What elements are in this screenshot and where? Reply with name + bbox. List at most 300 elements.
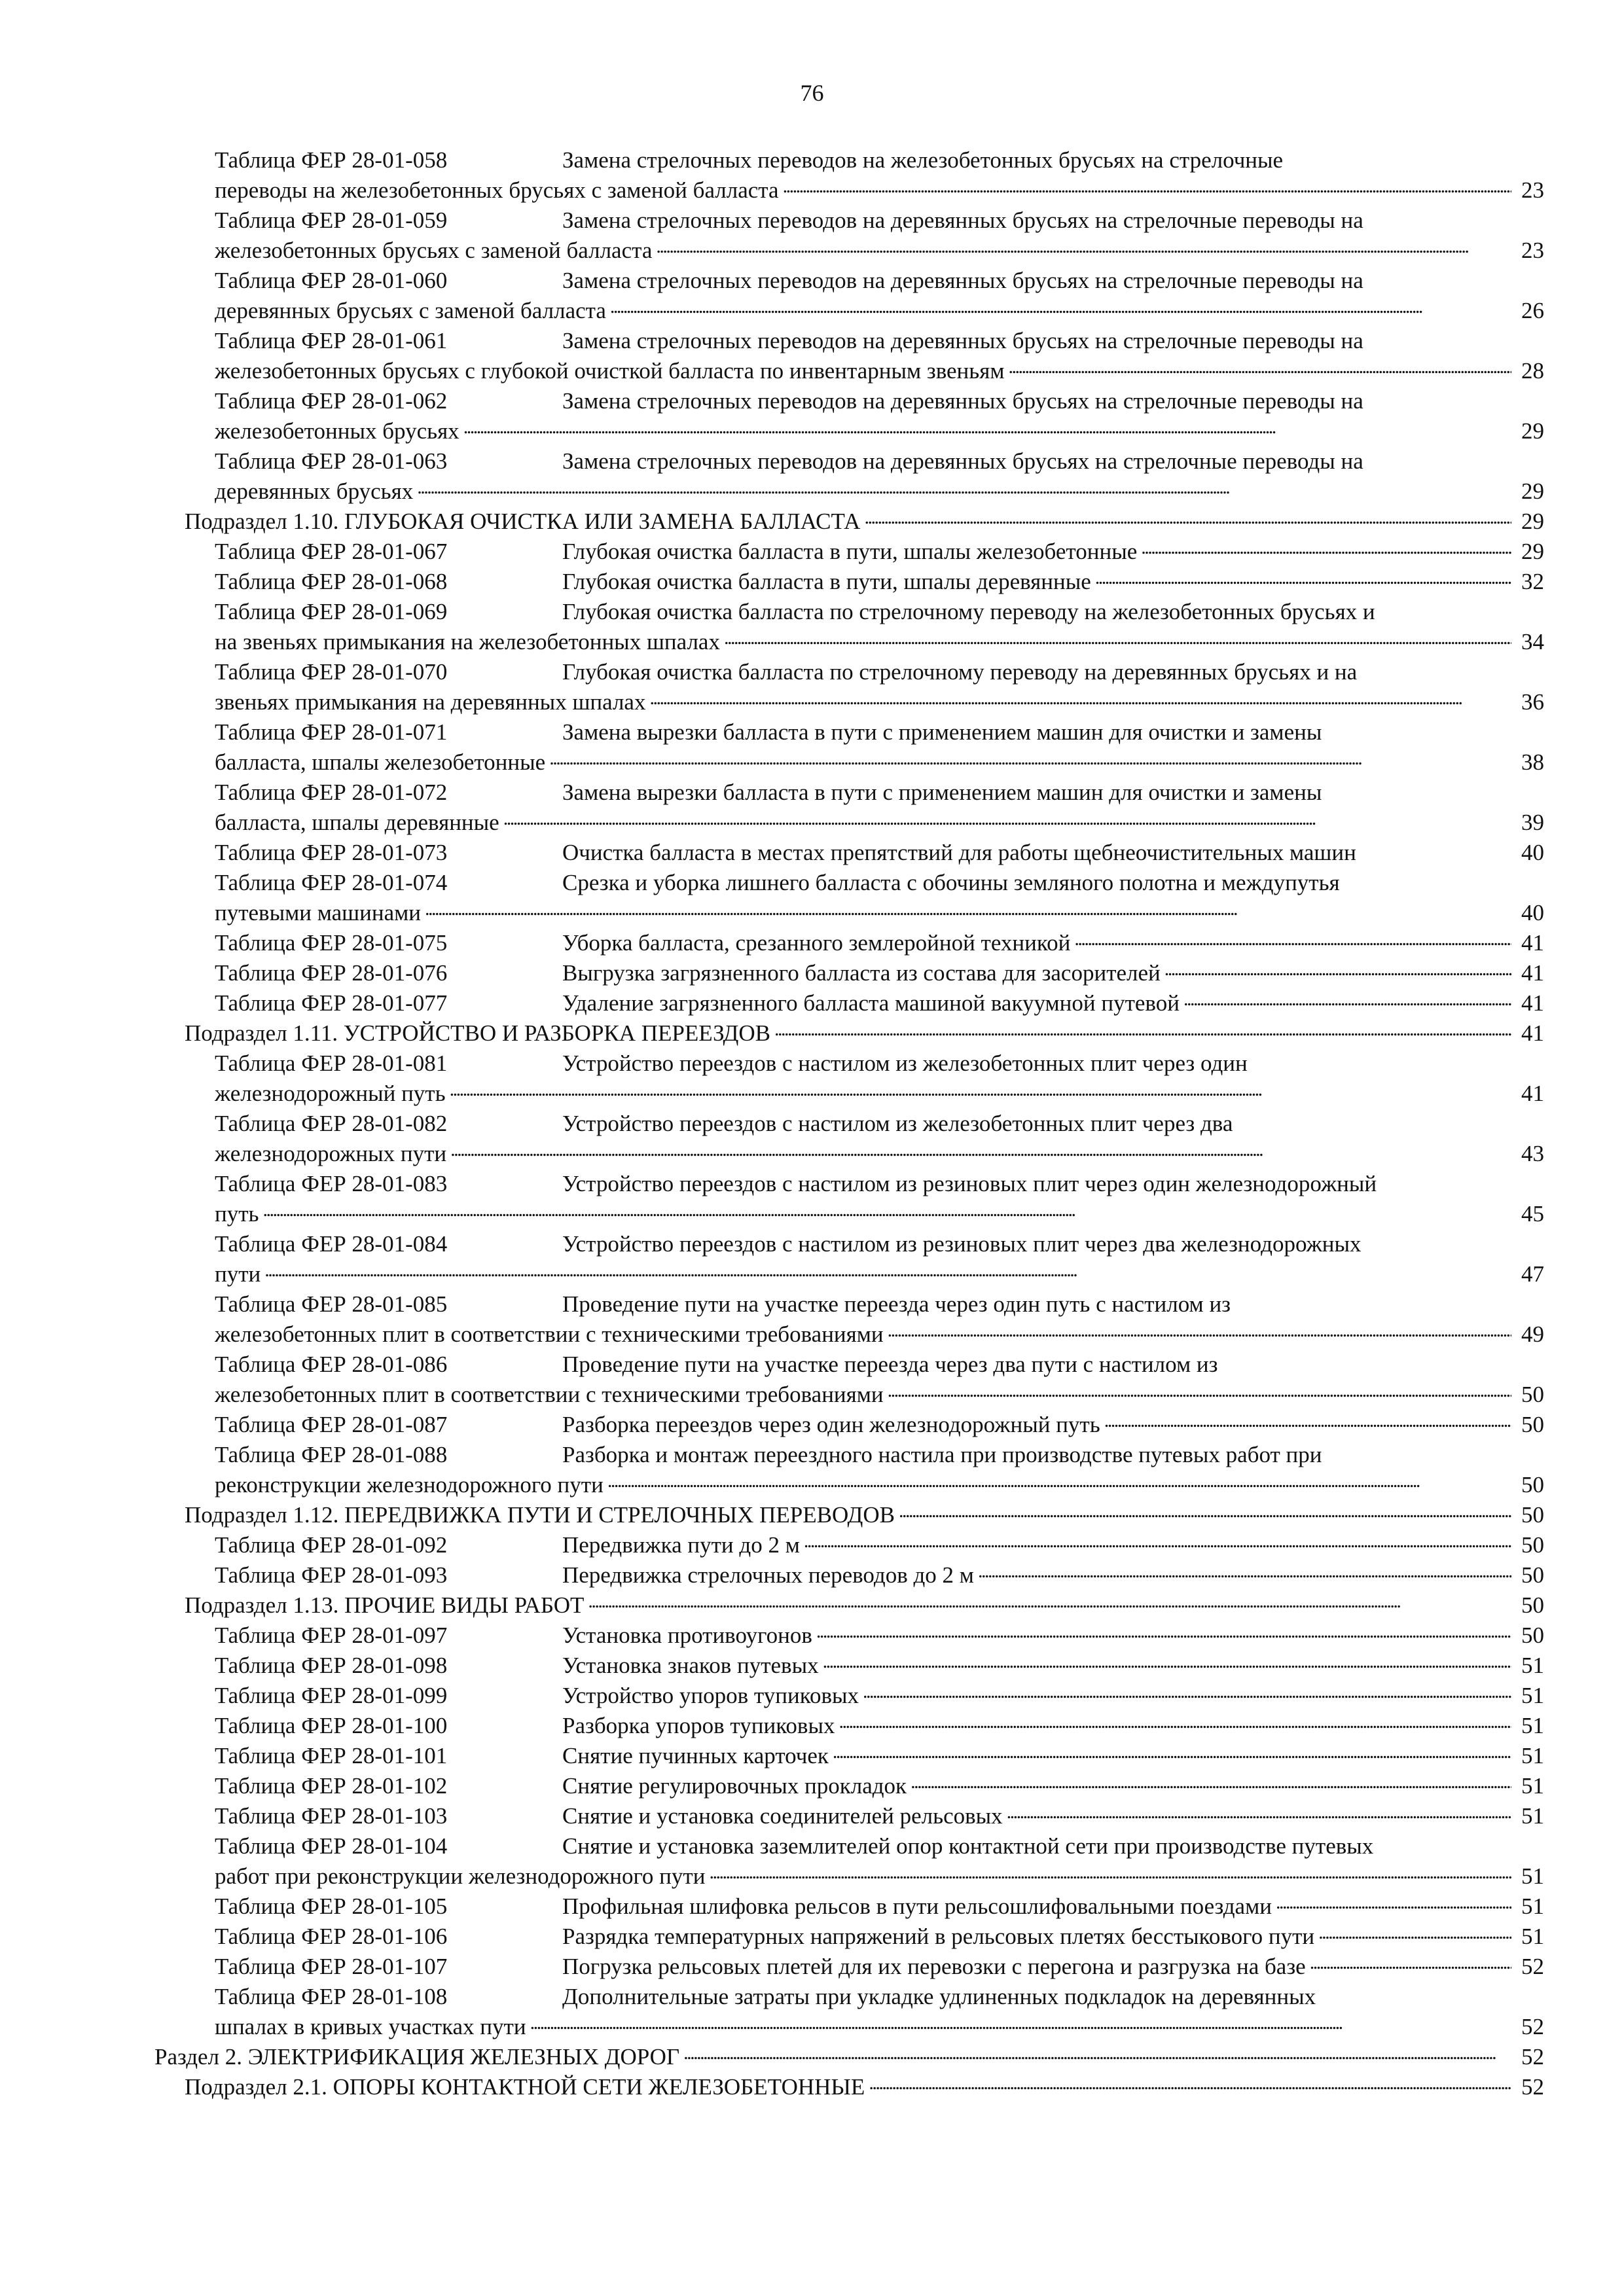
toc-entry-page-number: 52: [1521, 2074, 1544, 2100]
toc-entry-line: [154, 326, 1544, 356]
toc-entry-title: Дополнительные затраты при укладке удлиненных подкладок на деревянных: [562, 1984, 1316, 2009]
toc-entry-title: Устройство упоров тупиковых: [562, 1683, 859, 1708]
toc-subsection-entry[interactable]: [154, 1500, 1544, 1530]
toc-entry-code: Таблица ФЕР 28-01-073: [215, 840, 448, 865]
toc-entry-title: Замена стрелочных переводов на железобетонных брусьях на стрелочные: [562, 147, 1284, 173]
toc-table-entry[interactable]: [154, 1530, 1544, 1560]
toc-entry-code: Таблица ФЕР 28-01-076: [215, 960, 448, 986]
toc-subsection-entry[interactable]: [154, 2072, 1544, 2102]
toc-entry-line: [154, 356, 1544, 386]
toc-entry-title: Погрузка рельсовых плетей для их перевозки с перегона и разгрузка на базе: [562, 1954, 1306, 1979]
toc-entry-page-number: 29: [1521, 509, 1544, 534]
toc-table-entry[interactable]: [154, 928, 1544, 958]
toc-entry-page-number: 50: [1521, 1592, 1544, 1618]
dot-leader: [607, 1473, 1511, 1492]
toc-entry-page-number: 34: [1521, 629, 1544, 655]
toc-entry-code: Таблица ФЕР 28-01-082: [215, 1111, 448, 1136]
toc-entry-title: Уборка балласта, срезанного землеройной техникой: [562, 930, 1071, 956]
toc-entry-title: Проведение пути на участке переезда через один путь с настилом из: [562, 1291, 1231, 1317]
toc-entry-line: [154, 1139, 1544, 1169]
toc-entry-line: [154, 1319, 1544, 1350]
toc-entry-page-number: 28: [1521, 358, 1544, 384]
dot-leader: [1007, 1804, 1511, 1823]
toc-entry-code: Таблица ФЕР 28-01-059: [215, 207, 448, 233]
toc-entry-page-number: 52: [1521, 1954, 1544, 1979]
toc-entry-line: [154, 1590, 1544, 1621]
toc-entry-title: Разрядка температурных напряжений в рельсовых плетях бесстыкового пути: [562, 1924, 1315, 1949]
toc-entry-title: реконструкции железнодорожного пути: [215, 1472, 604, 1498]
toc-table-entry[interactable]: [154, 958, 1544, 988]
toc-entry-title: железобетонных плит в соответствии с техническими требованиями: [215, 1321, 884, 1347]
dot-leader: [724, 630, 1511, 649]
toc-entry-code: Таблица ФЕР 28-01-101: [215, 1743, 448, 1768]
toc-entry-line: [154, 236, 1544, 266]
toc-table-entry[interactable]: [154, 326, 1544, 386]
toc-entry-line: [154, 1079, 1544, 1109]
page-number: 76: [800, 80, 824, 106]
toc-entry-page-number: 52: [1521, 2014, 1544, 2039]
toc-entry-title: Глубокая очистка балласта по стрелочному переводу на деревянных брусьях и на: [562, 659, 1358, 685]
toc-table-entry[interactable]: [154, 1109, 1544, 1169]
toc-entry-line: [154, 958, 1544, 988]
dot-leader: [869, 2075, 1511, 2094]
toc-entry-title: работ при реконструкции железнодорожного пути: [215, 1863, 706, 1889]
dot-leader: [864, 509, 1511, 529]
dot-leader: [450, 1141, 1511, 1161]
toc-entry-line: [154, 1922, 1544, 1952]
toc-table-entry[interactable]: [154, 145, 1544, 206]
dot-leader: [816, 1623, 1511, 1643]
toc-entry-page-number: 50: [1521, 1562, 1544, 1588]
toc-entry-page-number: 29: [1521, 418, 1544, 444]
toc-entry-title: Раздел 2. ЭЛЕКТРИФИКАЦИЯ ЖЕЛЕЗНЫХ ДОРОГ: [154, 2044, 680, 2070]
toc-entry-code: Таблица ФЕР 28-01-060: [215, 268, 448, 293]
dot-leader: [1009, 359, 1512, 378]
toc-entry-line: [154, 687, 1544, 717]
toc-entry-page-number: 40: [1521, 900, 1544, 925]
toc-entry-title: железнодорожных пути: [215, 1141, 447, 1166]
toc-entry-line: [154, 928, 1544, 958]
dot-leader: [549, 750, 1511, 770]
toc-entry-line: [154, 1982, 1544, 2012]
toc-entry-title: Замена стрелочных переводов на деревянных брусьях на стрелочные переводы на: [562, 328, 1363, 353]
toc-entry-code: Таблица ФЕР 28-01-069: [215, 599, 448, 624]
toc-entry-title: Передвижка стрелочных переводов до 2 м: [562, 1562, 974, 1588]
toc-table-entry[interactable]: [154, 1831, 1544, 1892]
toc-table-entry[interactable]: [154, 1681, 1544, 1711]
toc-entry-code: Таблица ФЕР 28-01-106: [215, 1924, 448, 1949]
toc-entry-title: Подраздел 1.10. ГЛУБОКАЯ ОЧИСТКА ИЛИ ЗАМЕНА БАЛЛАСТА: [185, 509, 861, 534]
toc-table-entry[interactable]: [154, 537, 1544, 567]
toc-entry-line: [154, 1801, 1544, 1831]
toc-entry-page-number: 51: [1521, 1773, 1544, 1799]
toc-entry-page-number: 50: [1521, 1382, 1544, 1407]
toc-entry-page-number: 50: [1521, 1623, 1544, 1648]
toc-entry-line: [154, 1831, 1544, 1861]
toc-entry-title: Устройство переездов с настилом из резиновых плит через два железнодорожных: [562, 1231, 1362, 1257]
dot-leader: [463, 419, 1511, 439]
toc-entry-page-number: 36: [1521, 689, 1544, 715]
toc-entry-title: Разборка переездов через один железнодорожный путь: [562, 1412, 1100, 1437]
toc-entry-line: [154, 1259, 1544, 1289]
toc-entry-line: [154, 747, 1544, 778]
toc-entry-title: железнодорожный путь: [215, 1081, 446, 1106]
toc-entry-title: Снятие пучинных карточек: [562, 1743, 829, 1768]
dot-leader: [833, 1744, 1511, 1763]
dot-leader: [709, 1864, 1511, 1884]
dot-leader: [1183, 991, 1511, 1011]
toc-entry-page-number: 23: [1521, 177, 1544, 203]
toc-entry-line: [154, 1199, 1544, 1229]
dot-leader: [1276, 1894, 1511, 1914]
toc-entry-page-number: 23: [1521, 238, 1544, 263]
toc-entry-title: железобетонных брусьях с глубокой очисткой балласта по инвентарным звеньям: [215, 358, 1005, 384]
toc-entry-line: [154, 2072, 1544, 2102]
toc-entry-line: [154, 1621, 1544, 1651]
toc-entry-line: [154, 507, 1544, 537]
dot-leader: [804, 1533, 1511, 1552]
toc-entry-page-number: 51: [1521, 1893, 1544, 1919]
toc-table-entry[interactable]: [154, 1771, 1544, 1801]
toc-entry-line: [154, 1500, 1544, 1530]
toc-entry-title: Подраздел 1.13. ПРОЧИЕ ВИДЫ РАБОТ: [185, 1592, 585, 1618]
toc-entry-line: [154, 1711, 1544, 1741]
toc-entry-code: Таблица ФЕР 28-01-081: [215, 1050, 448, 1076]
toc-entry-title: Очистка балласта в местах препятствий для работы щебнеочистительных машин: [562, 840, 1356, 865]
toc-entry-code: Таблица ФЕР 28-01-063: [215, 448, 448, 474]
toc-entry-page-number: 51: [1521, 1803, 1544, 1829]
dot-leader: [863, 1683, 1511, 1703]
toc-entry-code: Таблица ФЕР 28-01-074: [215, 870, 448, 895]
toc-entry-page-number: 29: [1521, 539, 1544, 564]
toc-entry-line: [154, 1681, 1544, 1711]
toc-table-entry[interactable]: [154, 1440, 1544, 1500]
toc-entry-title: Проведение пути на участке переезда через два пути с настилом из: [562, 1352, 1218, 1377]
toc-entry-code: Таблица ФЕР 28-01-097: [215, 1623, 448, 1648]
toc-entry-line: [154, 1741, 1544, 1771]
toc-entry-title: железобетонных брусьях с заменой балласта: [215, 238, 653, 263]
toc-entry-title: Профильная шлифовка рельсов в пути рельсошлифовальными поездами: [562, 1893, 1272, 1919]
toc-entry-line: [154, 567, 1544, 597]
toc-entry-code: Таблица ФЕР 28-01-075: [215, 930, 448, 956]
toc-entry-line: [154, 868, 1544, 898]
dot-leader: [899, 1503, 1511, 1522]
toc-entry-page-number: 40: [1521, 840, 1544, 865]
toc-entry-title: путь: [215, 1201, 259, 1227]
toc-table-entry[interactable]: [154, 1952, 1544, 1982]
toc-entry-code: Таблица ФЕР 28-01-061: [215, 328, 448, 353]
toc-entry-page-number: 26: [1521, 298, 1544, 323]
toc-entry-page-number: 41: [1521, 930, 1544, 956]
toc-entry-line: [154, 446, 1544, 476]
toc-entry-page-number: 38: [1521, 749, 1544, 775]
toc-subsection-entry[interactable]: [154, 1590, 1544, 1621]
toc-entry-title: железобетонных плит в соответствии с техническими требованиями: [215, 1382, 884, 1407]
toc-entry-line: [154, 1861, 1544, 1892]
toc-entry-title: Устройство переездов с настилом из железобетонных плит через один: [562, 1050, 1248, 1076]
toc-entry-page-number: 47: [1521, 1261, 1544, 1287]
toc-entry-code: Таблица ФЕР 28-01-102: [215, 1773, 448, 1799]
toc-entry-line: [154, 1440, 1544, 1470]
toc-entry-line: [154, 145, 1544, 175]
toc-entry-code: Таблица ФЕР 28-01-084: [215, 1231, 448, 1257]
toc-entry-page-number: 49: [1521, 1321, 1544, 1347]
dot-leader: [610, 298, 1511, 318]
toc-entry-title: Разборка и монтаж переездного настила при производстве путевых работ при: [562, 1442, 1322, 1467]
toc-table-entry[interactable]: [154, 1651, 1544, 1681]
toc-entry-line: [154, 1018, 1544, 1049]
toc-entry-title: Глубокая очистка балласта в пути, шпалы деревянные: [562, 569, 1091, 594]
toc-entry-line: [154, 175, 1544, 206]
toc-entry-page-number: 41: [1521, 1020, 1544, 1046]
toc-entry-title: деревянных брусьях с заменой балласта: [215, 298, 606, 323]
toc-entry-code: Таблица ФЕР 28-01-083: [215, 1171, 448, 1196]
dot-leader: [1095, 569, 1511, 589]
toc-entry-code: Таблица ФЕР 28-01-108: [215, 1984, 448, 2009]
toc-table-entry[interactable]: [154, 266, 1544, 326]
toc-entry-page-number: 51: [1521, 1863, 1544, 1889]
toc-entry-line: [154, 988, 1544, 1018]
dot-leader: [417, 479, 1511, 499]
toc-table-entry[interactable]: [154, 1922, 1544, 1952]
toc-entry-title: пути: [215, 1261, 261, 1287]
toc-entry-title: путевыми машинами: [215, 900, 421, 925]
toc-entry-title: звеньях примыкания на деревянных шпалах: [215, 689, 646, 715]
dot-leader: [1318, 1924, 1511, 1944]
toc-entry-title: Снятие регулировочных прокладок: [562, 1773, 907, 1799]
toc-table-entry[interactable]: [154, 446, 1544, 507]
toc-entry-title: Подраздел 2.1. ОПОРЫ КОНТАКТНОЙ СЕТИ ЖЕЛЕЗОБЕТОННЫЕ: [185, 2074, 865, 2100]
table-of-contents: [154, 145, 1544, 2102]
dot-leader: [1164, 961, 1511, 980]
toc-entry-code: Таблица ФЕР 28-01-072: [215, 780, 448, 805]
dot-leader: [264, 1262, 1511, 1282]
toc-entry-line: [154, 1952, 1544, 1982]
toc-entry-line: [154, 2012, 1544, 2042]
dot-leader: [911, 1774, 1511, 1793]
toc-table-entry[interactable]: [154, 1711, 1544, 1741]
toc-table-entry[interactable]: [154, 1741, 1544, 1771]
dot-leader: [774, 1021, 1511, 1041]
toc-entry-line: [154, 1049, 1544, 1079]
toc-entry-page-number: 41: [1521, 990, 1544, 1016]
toc-table-entry[interactable]: [154, 657, 1544, 717]
toc-entry-line: [154, 266, 1544, 296]
toc-entry-title: Подраздел 1.11. УСТРОЙСТВО И РАЗБОРКА ПЕРЕЕЗДОВ: [185, 1020, 770, 1046]
toc-entry-title: Установка противоугонов: [562, 1623, 812, 1648]
toc-entry-line: [154, 296, 1544, 326]
toc-entry-code: Таблица ФЕР 28-01-093: [215, 1562, 448, 1588]
toc-entry-line: [154, 1651, 1544, 1681]
dot-leader: [530, 2015, 1511, 2034]
toc-entry-code: Таблица ФЕР 28-01-071: [215, 719, 448, 745]
toc-entry-title: Замена стрелочных переводов на деревянных брусьях на стрелочные переводы на: [562, 448, 1363, 474]
toc-table-entry[interactable]: [154, 1560, 1544, 1590]
dot-leader: [888, 1382, 1511, 1402]
toc-entry-title: Устройство переездов с настилом из резиновых плит через один железнодорожный: [562, 1171, 1377, 1196]
toc-entry-line: [154, 717, 1544, 747]
toc-entry-page-number: 51: [1521, 1683, 1544, 1708]
toc-table-entry[interactable]: [154, 597, 1544, 657]
toc-entry-line: [154, 1560, 1544, 1590]
toc-table-entry[interactable]: [154, 1350, 1544, 1410]
toc-entry-title: Установка знаков путевых: [562, 1653, 819, 1678]
toc-entry-page-number: 50: [1521, 1502, 1544, 1528]
toc-entry-code: Таблица ФЕР 28-01-085: [215, 1291, 448, 1317]
toc-entry-line: [154, 657, 1544, 687]
toc-entry-title: Удаление загрязненного балласта машиной вакуумной путевой: [562, 990, 1180, 1016]
toc-entry-title: Разборка упоров тупиковых: [562, 1713, 835, 1738]
toc-entry-page-number: 50: [1521, 1472, 1544, 1498]
dot-leader: [683, 2045, 1511, 2064]
toc-table-entry[interactable]: [154, 988, 1544, 1018]
dot-leader: [1104, 1412, 1511, 1432]
toc-entry-line: [154, 1169, 1544, 1199]
toc-entry-code: Таблица ФЕР 28-01-105: [215, 1893, 448, 1919]
dot-leader: [839, 1713, 1511, 1733]
dot-leader: [649, 690, 1511, 709]
toc-entry-page-number: 39: [1521, 810, 1544, 835]
toc-entry-code: Таблица ФЕР 28-01-068: [215, 569, 448, 594]
toc-entry-title: Замена стрелочных переводов на деревянных брусьях на стрелочные переводы на: [562, 207, 1363, 233]
toc-table-entry[interactable]: [154, 1982, 1544, 2042]
toc-entry-line: [154, 416, 1544, 446]
toc-table-entry[interactable]: [154, 1049, 1544, 1109]
toc-entry-page-number: 32: [1521, 569, 1544, 594]
toc-entry-title: шпалах в кривых участках пути: [215, 2014, 526, 2039]
toc-table-entry[interactable]: [154, 1229, 1544, 1289]
toc-entry-line: [154, 2042, 1544, 2072]
toc-entry-line: [154, 627, 1544, 657]
toc-entry-title: Передвижка пути до 2 м: [562, 1532, 800, 1558]
dot-leader: [656, 238, 1511, 258]
toc-entry-line: [154, 1470, 1544, 1500]
toc-entry-title: железобетонных брусьях: [215, 418, 460, 444]
toc-entry-line: [154, 537, 1544, 567]
toc-entry-page-number: 50: [1521, 1412, 1544, 1437]
toc-entry-line: [154, 597, 1544, 627]
toc-entry-title: Снятие и установка заземлителей опор контактной сети при производстве путевых: [562, 1833, 1374, 1859]
toc-entry-code: Таблица ФЕР 28-01-087: [215, 1412, 448, 1437]
toc-entry-code: Таблица ФЕР 28-01-100: [215, 1713, 448, 1738]
toc-table-entry[interactable]: [154, 1289, 1544, 1350]
toc-entry-line: [154, 1530, 1544, 1560]
toc-entry-line: [154, 1892, 1544, 1922]
toc-entry-line: [154, 386, 1544, 416]
toc-entry-title: Замена вырезки балласта в пути с применением машин для очистки и замены: [562, 780, 1322, 805]
dot-leader: [1141, 539, 1511, 559]
toc-entry-code: Таблица ФЕР 28-01-099: [215, 1683, 448, 1708]
toc-entry-code: Таблица ФЕР 28-01-086: [215, 1352, 448, 1377]
toc-entry-page-number: 45: [1521, 1201, 1544, 1227]
toc-entry-page-number: 51: [1521, 1713, 1544, 1738]
toc-table-entry[interactable]: [154, 386, 1544, 446]
toc-entry-line: [154, 206, 1544, 236]
toc-entry-title: балласта, шпалы железобетонные: [215, 749, 546, 775]
toc-table-entry[interactable]: [154, 838, 1544, 868]
dot-leader: [1074, 931, 1511, 950]
toc-entry-code: Таблица ФЕР 28-01-062: [215, 388, 448, 414]
toc-entry-line: [154, 898, 1544, 928]
toc-entry-line: [154, 1289, 1544, 1319]
toc-entry-title: переводы на железобетонных брусьях с заменой балласта: [215, 177, 779, 203]
toc-entry-line: [154, 808, 1544, 838]
toc-table-entry[interactable]: [154, 1169, 1544, 1229]
toc-subsection-entry[interactable]: [154, 507, 1544, 537]
dot-leader: [450, 1081, 1511, 1101]
toc-entry-line: [154, 1350, 1544, 1380]
toc-entry-line: [154, 1380, 1544, 1410]
toc-entry-title: Устройство переездов с настилом из железобетонных плит через два: [562, 1111, 1233, 1136]
toc-entry-line: [154, 476, 1544, 507]
toc-table-entry[interactable]: [154, 567, 1544, 597]
toc-entry-line: [154, 778, 1544, 808]
dot-leader: [888, 1322, 1511, 1342]
toc-entry-code: Таблица ФЕР 28-01-088: [215, 1442, 448, 1467]
toc-entry-code: Таблица ФЕР 28-01-058: [215, 147, 448, 173]
toc-entry-code: Таблица ФЕР 28-01-104: [215, 1833, 448, 1859]
toc-entry-title: Снятие и установка соединителей рельсовых: [562, 1803, 1003, 1829]
toc-section-entry[interactable]: [154, 2042, 1544, 2072]
toc-table-entry[interactable]: [154, 1410, 1544, 1440]
toc-entry-title: Замена стрелочных переводов на деревянных брусьях на стрелочные переводы на: [562, 268, 1363, 293]
toc-entry-code: Таблица ФЕР 28-01-077: [215, 990, 448, 1016]
dot-leader: [978, 1563, 1511, 1583]
toc-table-entry[interactable]: [154, 1621, 1544, 1651]
toc-entry-page-number: 50: [1521, 1532, 1544, 1558]
dot-leader: [503, 810, 1511, 830]
toc-entry-code: Таблица ФЕР 28-01-107: [215, 1954, 448, 1979]
toc-entry-page-number: 51: [1521, 1653, 1544, 1678]
toc-subsection-entry[interactable]: [154, 1018, 1544, 1049]
toc-entry-title: Выгрузка загрязненного балласта из состава для засорителей: [562, 960, 1161, 986]
toc-entry-page-number: 41: [1521, 960, 1544, 986]
toc-table-entry[interactable]: [154, 717, 1544, 778]
toc-entry-line: [154, 1771, 1544, 1801]
dot-leader: [263, 1202, 1512, 1221]
dot-leader: [823, 1653, 1511, 1673]
toc-table-entry[interactable]: [154, 778, 1544, 838]
toc-entry-page-number: 51: [1521, 1743, 1544, 1768]
toc-table-entry[interactable]: [154, 206, 1544, 266]
toc-entry-title: Глубокая очистка балласта по стрелочному переводу на железобетонных брусьях и: [562, 599, 1375, 624]
toc-entry-title: балласта, шпалы деревянные: [215, 810, 499, 835]
toc-entry-title: Глубокая очистка балласта в пути, шпалы железобетонные: [562, 539, 1138, 564]
toc-entry-title: на звеньях примыкания на железобетонных шпалах: [215, 629, 720, 655]
toc-entry-page-number: 41: [1521, 1081, 1544, 1106]
toc-entry-line: [154, 1109, 1544, 1139]
toc-entry-code: Таблица ФЕР 28-01-103: [215, 1803, 448, 1829]
dot-leader: [425, 901, 1511, 920]
toc-entry-line: [154, 838, 1544, 868]
toc-entry-title: Срезка и уборка лишнего балласта с обочины земляного полотна и междупутья: [562, 870, 1340, 895]
toc-entry-title: Замена вырезки балласта в пути с применением машин для очистки и замены: [562, 719, 1322, 745]
toc-entry-title: деревянных брусьях: [215, 478, 414, 504]
toc-entry-page-number: 43: [1521, 1141, 1544, 1166]
toc-table-entry[interactable]: [154, 868, 1544, 928]
toc-table-entry[interactable]: [154, 1892, 1544, 1922]
toc-entry-line: [154, 1410, 1544, 1440]
toc-entry-title: Замена стрелочных переводов на деревянных брусьях на стрелочные переводы на: [562, 388, 1363, 414]
toc-entry-line: [154, 1229, 1544, 1259]
dot-leader: [783, 178, 1511, 198]
toc-table-entry[interactable]: [154, 1801, 1544, 1831]
dot-leader: [1310, 1954, 1511, 1974]
dot-leader: [588, 1593, 1511, 1613]
toc-entry-code: Таблица ФЕР 28-01-067: [215, 539, 448, 564]
toc-entry-page-number: 29: [1521, 478, 1544, 504]
toc-entry-page-number: 52: [1521, 2044, 1544, 2070]
